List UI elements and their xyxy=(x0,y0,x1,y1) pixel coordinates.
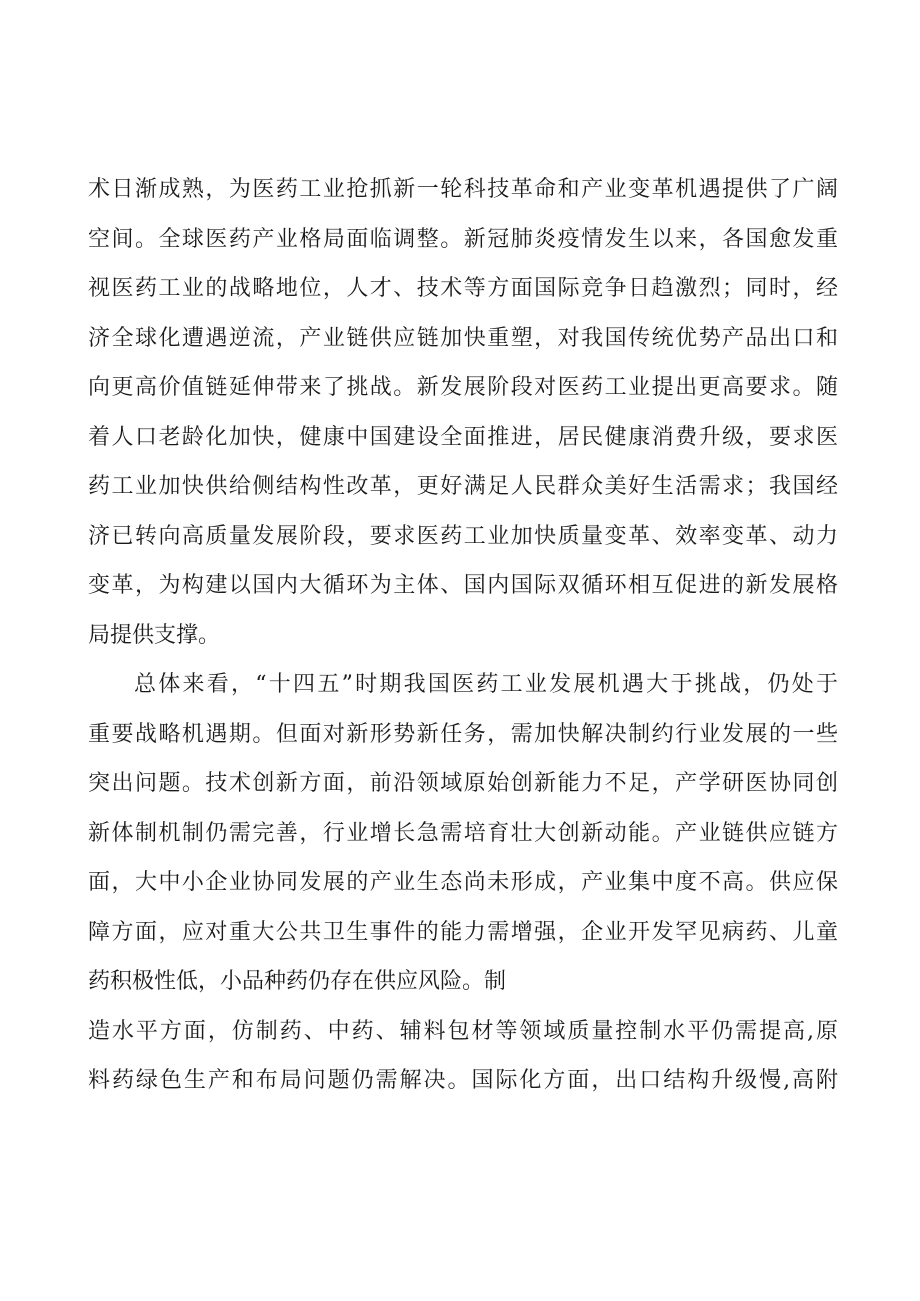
text-line: 新体制机制仍需完善，行业增长急需培育壮大创新动能。产业链供应链方 xyxy=(88,820,838,846)
text-line: 重要战略机遇期。但面对新形势新任务，需加快解决制约行业发展的一些 xyxy=(88,721,838,747)
text-line: 空间。全球医药产业格局面临调整。新冠肺炎疫情发生以来，各国愈发重 xyxy=(88,226,838,252)
text-line: 障方面，应对重大公共卫生事件的能力需增强，企业开发罕见病药、儿童 xyxy=(88,919,838,945)
body-text xyxy=(88,165,838,1106)
text-line: 药积极性低，小品种药仍存在供应风险。制 xyxy=(88,969,507,994)
text-line: 面，大中小企业协同发展的产业生态尚未形成，产业集中度不高。供应保 xyxy=(88,870,838,895)
text-line: 济全球化遭遇逆流，产业链供应链加快重塑，对我国传统优势产品出口和 xyxy=(88,325,838,351)
text-line: 突出问题。技术创新方面，前沿领域原始创新能力不足，产学研医协同创 xyxy=(88,771,838,796)
text-line: 局提供支撑。 xyxy=(88,622,221,648)
text-line-paragraph-start: 总体来看，“十四五”时期我国医药工业发展机遇大于挑战，仍处于 xyxy=(134,672,838,697)
text-line: 药工业加快供给侧结构性改革，更好满足人民群众美好生活需求；我国经 xyxy=(88,474,838,499)
text-line: 视医药工业的战略地位，人才、技术等方面国际竞争日趋激烈；同时，经 xyxy=(88,276,838,301)
text-line: 着人口老龄化加快，健康中国建设全面推进，居民健康消费升级，要求医 xyxy=(88,424,838,450)
text-line: 向更高价值链延伸带来了挑战。新发展阶段对医药工业提出更高要求。随 xyxy=(88,375,838,400)
text-line: 料药绿色生产和布局问题仍需解决。国际化方面，出口结构升级慢,高附 xyxy=(88,1068,838,1093)
text-line: 术日渐成熟，为医药工业抢抓新一轮科技革命和产业变革机遇提供了广阔 xyxy=(88,177,838,202)
text-line: 造水平方面，仿制药、中药、辅料包材等领域质量控制水平仍需提高,原 xyxy=(88,1018,838,1044)
text-line: 变革，为构建以国内大循环为主体、国内国际双循环相互促进的新发展格 xyxy=(88,573,838,598)
text-line: 济已转向高质量发展阶段，要求医药工业加快质量变革、效率变革、动力 xyxy=(88,523,838,549)
